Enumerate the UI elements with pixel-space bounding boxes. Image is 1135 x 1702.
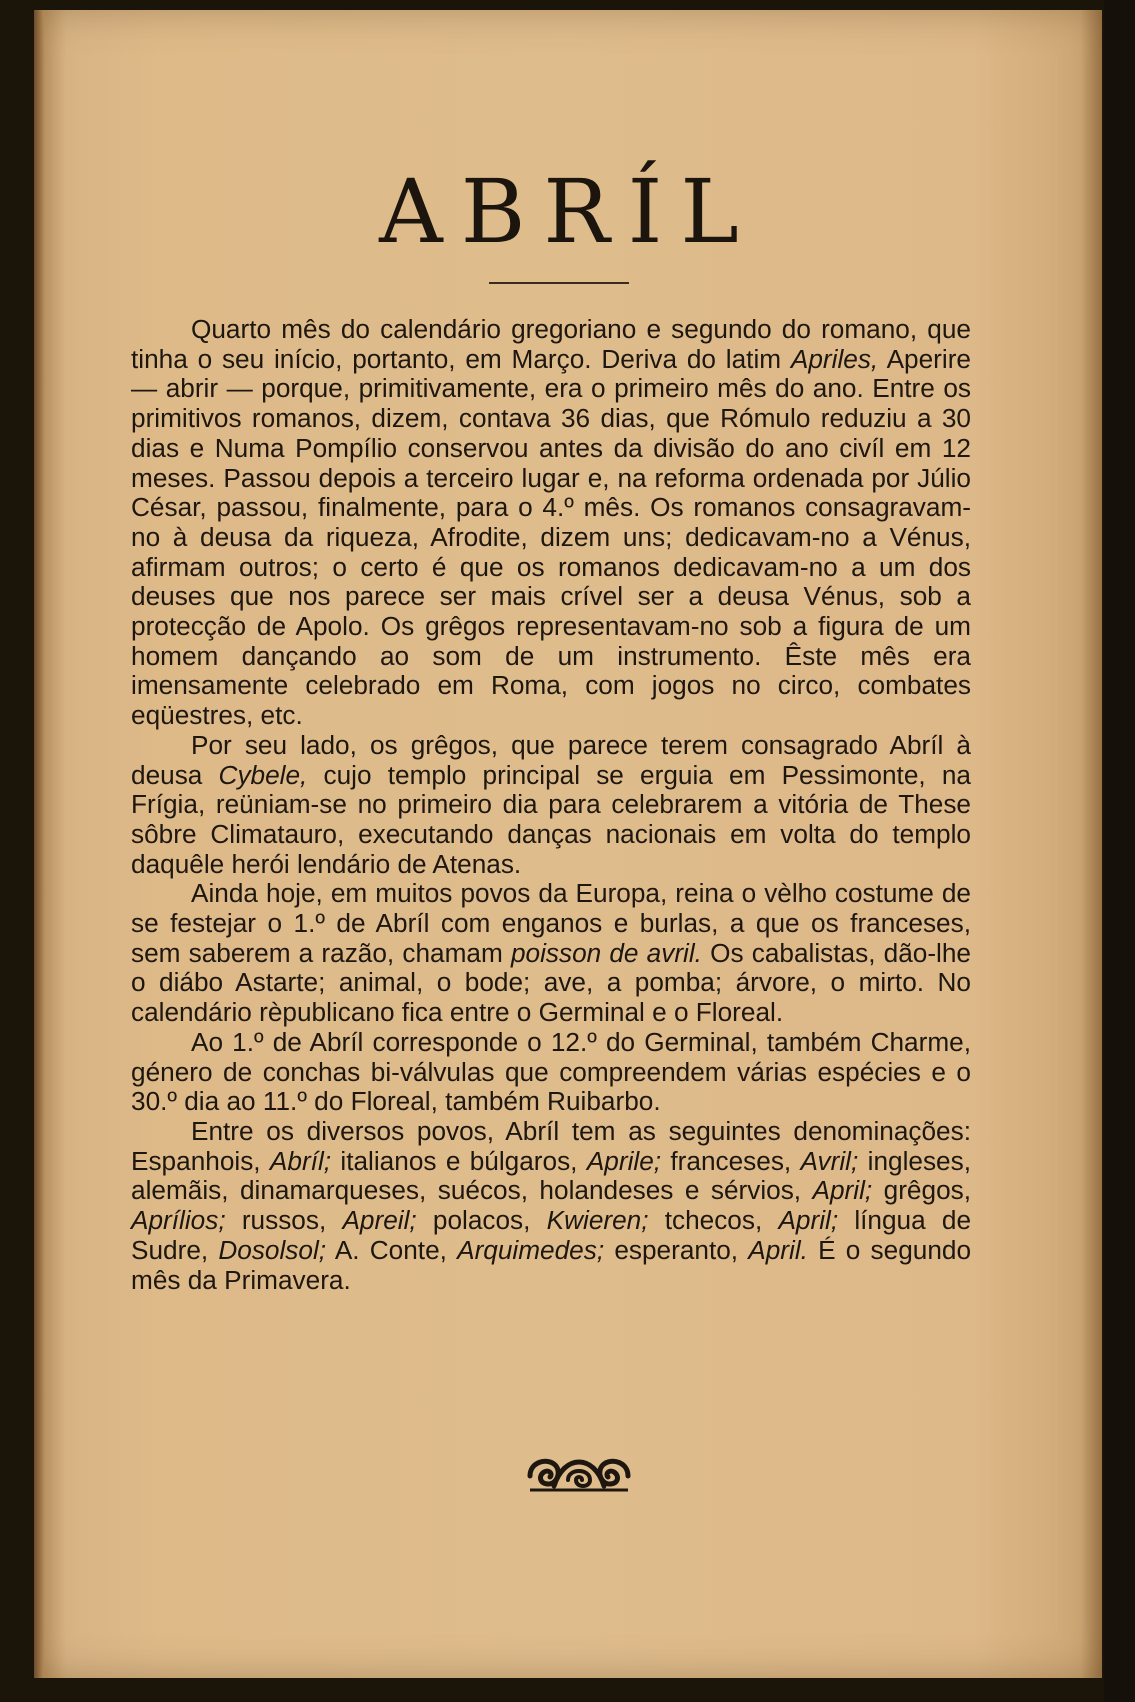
italic-term: poisson de avril.: [510, 937, 702, 968]
text-run: Ainda hoje, em muitos povos da Europa, reina o vèlho costume de se festejar o 1.º de Abríl com enganos e burlas, a que os franceses, sem saberem a razão, chamam: [131, 878, 971, 968]
text-run: ingleses, alemãis, dinamarqueses, suécos, holandeses e sérvios,: [131, 1145, 971, 1206]
text-run: grêgos,: [872, 1175, 971, 1206]
text-run: tchecos,: [648, 1205, 779, 1236]
ornament-fleuron-icon: [524, 1450, 634, 1496]
text-run: italianos e búlgaros,: [331, 1145, 587, 1176]
text-run: franceses,: [661, 1145, 801, 1176]
paragraph-2: [131, 731, 971, 880]
italic-term: Aprile;: [586, 1145, 662, 1176]
text-run: polacos,: [416, 1205, 547, 1236]
book-page: [34, 10, 1102, 1678]
italic-term: Apriles,: [790, 343, 879, 374]
text-run: Entre os diversos povos, Abríl tem as seguintes denominações: Espanhois,: [131, 1115, 971, 1176]
text-run: Ao 1.º de Abríl corresponde o 12.º do Germinal, também Charme, género de conchas bi-válvulas que compreendem várias espécies e o 30.º dia ao 11.º do Floreal, também Ruibarbo.: [131, 1026, 971, 1117]
italic-term: Abríl;: [269, 1145, 332, 1176]
text-run: russos,: [225, 1205, 343, 1236]
paragraph-4: [131, 1028, 971, 1117]
body-text: [131, 315, 971, 1295]
title-rule: [489, 282, 629, 284]
text-run: Quarto mês do calendário gregoriano e segundo do romano, que tinha o seu início, portanto, em Março. Deriva do latim: [131, 314, 971, 374]
italic-term: Apreil;: [342, 1205, 417, 1236]
italic-term: April;: [778, 1205, 839, 1236]
italic-term: Aprílios;: [131, 1205, 226, 1236]
italic-term: April;: [812, 1175, 873, 1206]
italic-term: Arquimedes;: [457, 1234, 605, 1265]
italic-term: Avril;: [800, 1145, 859, 1176]
text-run: língua de Sudre,: [131, 1205, 972, 1265]
italic-term: Kwieren;: [546, 1205, 649, 1236]
text-run: esperanto,: [604, 1234, 749, 1265]
text-run: Por seu lado, os grêgos, que parece terem consagrado Abríl à deusa: [131, 729, 971, 790]
page-title: ABRÍL: [379, 160, 757, 263]
italic-term: Dosolsol;: [218, 1234, 327, 1265]
text-run: Os cabalistas, dão-lhe o diábo Astarte; animal, o bode; ave, a pomba; árvore, o mirto. No calendário rèpublicano fica entre o Germinal e o Floreal.: [131, 937, 971, 1028]
paragraph-1: [131, 315, 971, 731]
paragraph-5: [131, 1117, 971, 1295]
text-run: A. Conte,: [326, 1234, 458, 1265]
text-run: Aperire — abrir — porque, primitivamente, era o primeiro mês do ano. Entre os primitivos romanos, dizem, contava 36 dias, que Rómulo reduziu a 30 dias e Numa Pompílio conservou antes da divisão do ano civíl em 12 meses. Passou depois a terceiro lugar e, na reforma ordenada por Júlio César, passou, finalmente, para o 4.º mês. Os romanos consagravam-no à deusa da riqueza, Afrodite, dizem uns; dedicavam-no a Vénus, afirmam outros; o certo é que os romanos dedicavam-no a um dos deuses que nos parece ser mais crível ser a deusa Vénus, sob a protecção de Apolo. Os grêgos representavam-no sob a figura de um homem dançando ao som de um instrumento. Êste mês era imensamente celebrado em Roma, com jogos no circo, combates eqüestres, etc.: [131, 343, 971, 731]
text-run: É o segundo mês da Primavera.: [131, 1234, 972, 1295]
text-run: cujo templo principal se erguia em Pessimonte, na Frígia, reüniam-se no primeiro dia para celebrarem a vitória de These sôbre Climatauro, executando danças nacionais em volta do templo daquêle herói lendário de Atenas.: [131, 759, 971, 879]
page-edge: [1104, 0, 1135, 1702]
paragraph-3: [131, 879, 971, 1028]
italic-term: April.: [748, 1234, 808, 1265]
italic-term: Cybele,: [218, 759, 308, 790]
